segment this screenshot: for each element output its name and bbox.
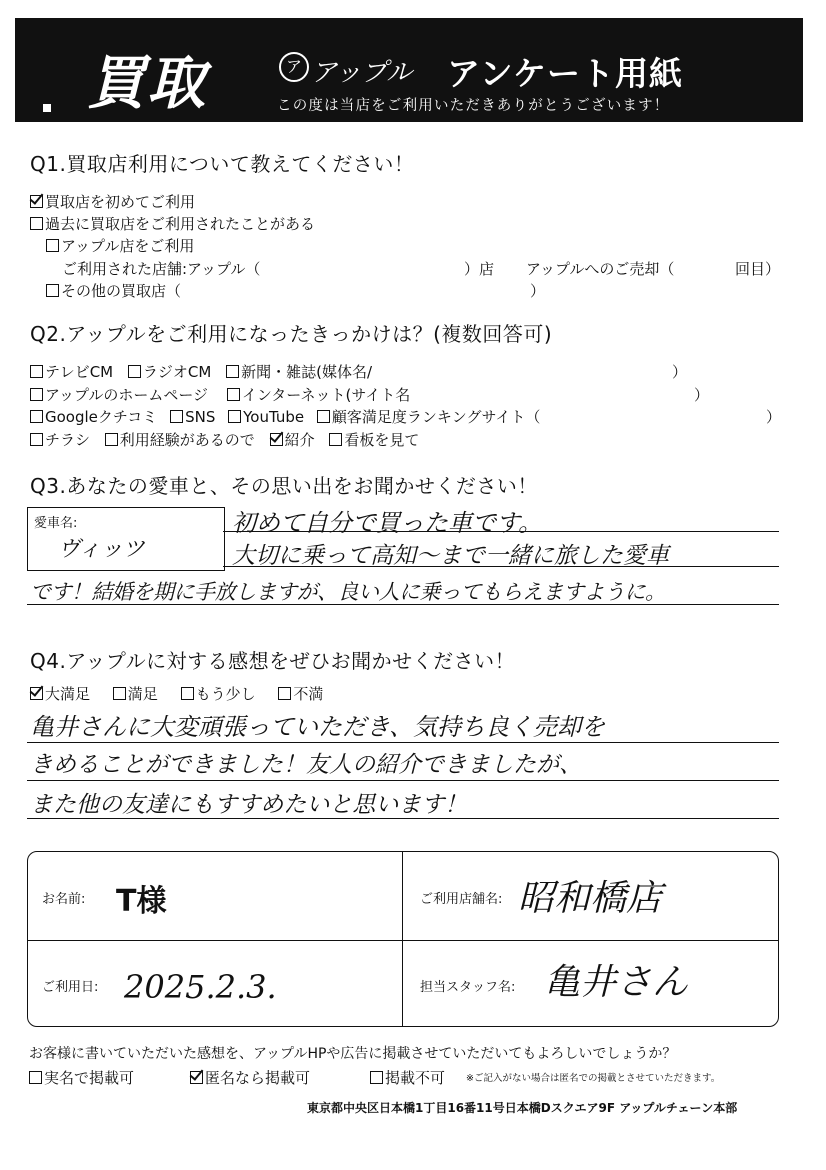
date-value[interactable]: 2025.2.3. [124,968,277,1006]
q2-option-newspaper[interactable] [226,363,372,381]
q4-options [30,683,323,704]
q2-option-internet[interactable] [227,386,410,404]
q2-option-label: チラシ [45,431,91,449]
car-name-label: 愛車名: [34,516,78,531]
q1-option-label: アップル店をご利用 [61,237,195,255]
checkbox-icon[interactable] [30,217,43,230]
q1-sales-count-suffix: 回目） [735,260,781,278]
q2-option-label: テレビCM [45,363,114,381]
q2-option-radio[interactable] [128,363,211,381]
consent-question: お客様に書いていただいた感想を、アップルHPや広告に掲載させていただいてもよろしいでしょうか？ [29,1046,677,1062]
checkbox-icon[interactable] [370,1071,383,1084]
consent-option-real-name[interactable] [29,1067,134,1088]
checkbox-checked-icon[interactable] [270,433,283,446]
q1-option-apple-store[interactable] [46,235,194,256]
q1-option-other[interactable] [46,280,181,301]
comment-line-1 [27,742,779,743]
q2-option-label: 看板を見て [344,431,420,449]
q1-sales-count-label: アップルへのご売却（ [526,260,675,278]
header-banner [15,18,803,122]
q1-option-used-before[interactable] [30,213,315,234]
checkbox-icon[interactable] [329,433,342,446]
q4-title: Q4.アップルに対する感想をぜひお聞かせください！ [30,649,516,673]
checkbox-icon[interactable] [228,410,241,423]
q2-title: Q2.アップルをご利用になったきっかけは？(複数回答可) [30,322,553,346]
q4-option-dissatisfied[interactable] [278,685,323,703]
memory-text-3[interactable]: です！結婚を期に手放しますが、良い人に乗ってもらえますように。 [30,580,666,604]
q2-option-label: アップルのホームページ [45,386,209,404]
table-vertical-divider [402,852,403,1026]
q2-row-3-close: ） [766,408,782,426]
q4-option-very-satisfied[interactable] [30,685,90,703]
q2-option-label: 利用経験があるので [119,431,255,449]
q4-option-label: 大満足 [45,685,91,703]
consent-option-label: 匿名なら掲載可 [205,1069,311,1087]
checkbox-icon[interactable] [226,365,239,378]
checkbox-icon[interactable] [46,239,59,252]
q2-option-label: ラジオCM [142,363,212,381]
checkbox-icon[interactable] [46,284,59,297]
q1-option-label: 買取店を初めてご利用 [45,193,196,211]
q2-option-experience[interactable] [105,431,255,449]
consent-option-anonymous[interactable] [190,1067,310,1088]
comment-line-2 [27,780,779,781]
checkbox-icon[interactable] [30,365,43,378]
checkbox-icon[interactable] [30,433,43,446]
q2-row-4 [30,429,419,450]
q2-option-flyer[interactable] [30,431,90,449]
car-name-box[interactable] [27,507,225,571]
checkbox-icon[interactable] [317,410,330,423]
customer-info-table [27,851,779,1027]
q2-option-label: SNS [185,408,216,426]
q2-row-2 [30,384,410,405]
brand-name: アップル [311,58,413,88]
memory-text-1[interactable]: 初めて自分で買った車です。 [232,509,543,537]
q2-option-label: 新聞・雑誌(媒体名/ [241,363,373,381]
comment-text-2[interactable]: きめることができました！友人の紹介できましたが、 [30,752,582,778]
footer-address: 東京都中央区日本橋1丁目16番11号日本橋Dスクエア9F アップルチェーン本部 [307,1101,738,1115]
q2-option-ranking[interactable] [317,408,541,426]
consent-option-label: 実名で掲載可 [44,1069,135,1087]
q1-other-label: その他の買取店（ [61,282,182,300]
q2-option-label: YouTube [243,408,305,426]
checkbox-icon[interactable] [181,687,194,700]
consent-option-not-allowed[interactable] [370,1067,445,1088]
checkbox-icon[interactable] [30,388,43,401]
name-label: お名前: [42,892,86,907]
apple-logo-icon: ア [279,52,309,82]
q1-store-used-suffix: ）店 [464,260,495,278]
q4-option-so-so[interactable] [181,685,256,703]
table-horizontal-divider [28,940,778,941]
q1-option-first-time[interactable] [30,191,195,212]
q1-title: Q1.買取店利用について教えてください！ [30,152,415,176]
checkbox-icon[interactable] [128,365,141,378]
kaitori-logo: 買取 [87,49,208,117]
q2-option-label: 顧客満足度ランキングサイト（ [331,408,541,426]
q4-option-label: もう少し [195,685,256,703]
name-value[interactable]: T様 [116,884,167,919]
q2-option-label: Googleクチコミ [45,408,158,426]
q2-row-1-close: ） [672,363,688,381]
q3-title: Q3.あなたの愛車と、その思い出をお聞かせください！ [30,474,538,498]
consent-note: ※ご記入がない場合は匿名での掲載とさせていただきます。 [466,1073,721,1084]
checkbox-checked-icon[interactable] [30,687,43,700]
q1-option-label: 過去に買取店をご利用されたことがある [45,215,316,233]
checkbox-icon[interactable] [227,388,240,401]
q2-option-referral[interactable] [270,431,315,449]
car-name-value[interactable]: ヴィッツ [58,537,145,562]
q2-option-homepage[interactable] [30,386,208,404]
q4-option-label: 不満 [293,685,324,703]
staff-label: 担当スタッフ名: [420,980,516,995]
q2-row-3 [30,406,540,427]
q1-store-used-label: ご利用された店舗:アップル（ [62,260,261,278]
date-label: ご利用日: [42,980,99,995]
checkbox-checked-icon[interactable] [30,195,43,208]
consent-option-label: 掲載不可 [385,1069,446,1087]
checkbox-checked-icon[interactable] [190,1071,203,1084]
q2-option-tv[interactable] [30,363,113,381]
checkbox-icon[interactable] [30,410,43,423]
form-title: アンケート用紙 [447,54,684,93]
checkbox-icon[interactable] [170,410,183,423]
checkbox-icon[interactable] [113,687,126,700]
corner-mark [43,104,51,112]
memory-text-2[interactable]: 大切に乗って高知～まで一緒に旅した愛車 [232,543,669,569]
q4-option-satisfied[interactable] [113,685,158,703]
q2-option-signboard[interactable] [329,431,419,449]
checkbox-icon[interactable] [278,687,291,700]
store-label: ご利用店舗名: [420,892,503,907]
q2-option-youtube[interactable] [228,408,304,426]
q2-option-google[interactable] [30,408,157,426]
q2-row-2-close: ） [694,386,710,404]
comment-text-1[interactable]: 亀井さんに大変頑張っていただき、気持ち良く売却を [30,713,606,741]
comment-text-3[interactable]: また他の友達にもすすめたいと思います！ [30,792,468,818]
q1-other-suffix: ） [530,282,546,300]
checkbox-icon[interactable] [105,433,118,446]
q2-option-sns[interactable] [170,408,215,426]
q2-option-label: 紹介 [284,431,315,449]
header-subtitle: この度は当店をご利用いただきありがとうございます！ [277,98,670,114]
q2-row-1 [30,361,372,382]
store-value[interactable]: 昭和橋店 [518,878,663,919]
q4-option-label: 満足 [127,685,158,703]
checkbox-icon[interactable] [29,1071,42,1084]
q2-option-label: インターネット(サイト名 [241,386,411,404]
staff-value[interactable]: 亀井さん [544,962,689,1003]
